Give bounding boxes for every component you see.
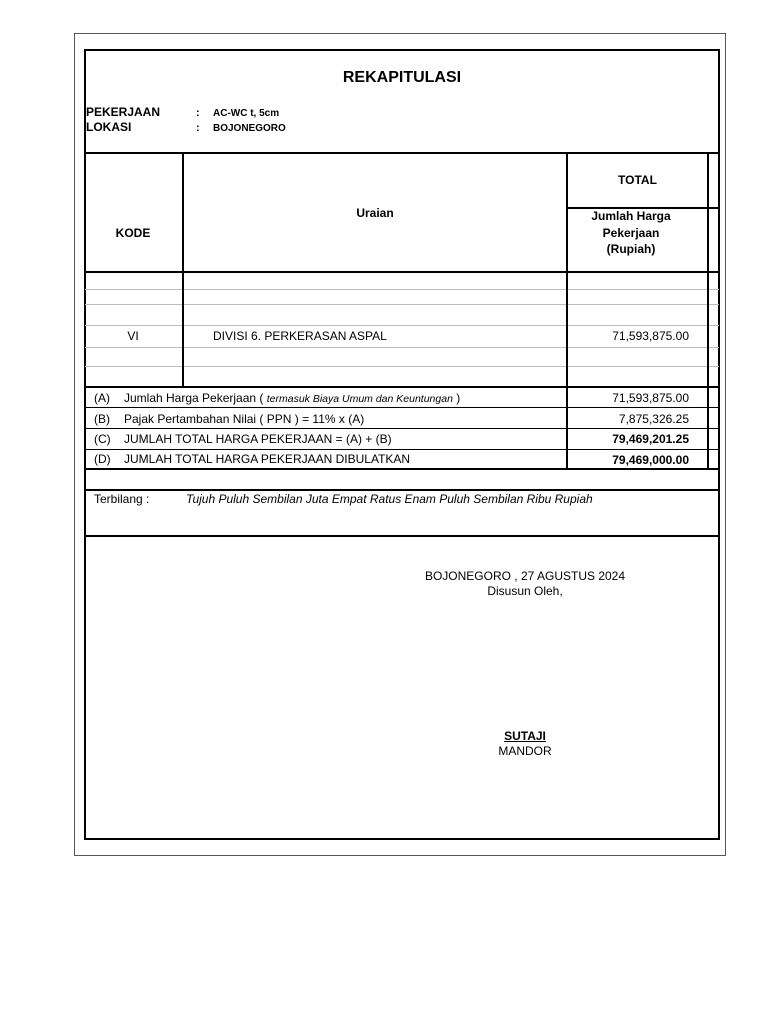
table-row-jumlah: 71,593,875.00 [612, 329, 689, 343]
summary-row-line [85, 449, 719, 450]
signer-name: SUTAJI [504, 729, 546, 743]
jumlah-header-line1: Jumlah Harga [591, 209, 671, 223]
document-title: REKAPITULASI [342, 69, 462, 86]
summary-b-code: (B) [94, 412, 110, 426]
summary-row-line [85, 428, 719, 429]
prepared-by: Disusun Oleh, [487, 584, 563, 598]
summary-row-line [85, 407, 719, 408]
terbilang-top-border [84, 489, 720, 491]
summary-c-value: 79,469,201.25 [612, 432, 689, 446]
summary-d-label: JUMLAH TOTAL HARGA PEKERJAAN DIBULATKAN [124, 452, 411, 466]
empty-row-line [85, 325, 719, 326]
signer-role: MANDOR [498, 744, 552, 758]
lokasi-value: BOJONEGORO [213, 123, 286, 134]
summary-a-value: 71,593,875.00 [612, 391, 689, 405]
terbilang-value: Tujuh Puluh Sembilan Juta Empat Ratus Enam Puluh Sembilan Ribu Rupiah [186, 492, 593, 506]
total-header: TOTAL [618, 173, 657, 187]
empty-row-line [85, 366, 719, 367]
terbilang-bottom-border [84, 535, 720, 537]
terbilang-label: Terbilang : [94, 492, 150, 506]
pekerjaan-value: AC-WC t, 5cm [213, 108, 280, 119]
jumlah-header-line2: Pekerjaan [602, 226, 660, 240]
uraian-header: Uraian [356, 206, 394, 220]
table-top-border [84, 152, 720, 154]
right-narrow-column-divider [707, 152, 709, 470]
pekerjaan-separator: : [196, 107, 200, 119]
empty-row-line [85, 289, 719, 290]
summary-d-value: 79,469,000.00 [612, 453, 689, 467]
empty-row-line [85, 304, 719, 305]
summary-c-label: JUMLAH TOTAL HARGA PEKERJAAN = (A) + (B) [124, 432, 392, 446]
summary-b-label: Pajak Pertambahan Nilai ( PPN ) = 11% x (A) [124, 412, 365, 426]
table-row-uraian: DIVISI 6. PERKERASAN ASPAL [213, 329, 387, 343]
summary-a-code: (A) [94, 391, 110, 405]
summary-a-label: Jumlah Harga Pekerjaan ( termasuk Biaya Umum dan Keuntungan ) [124, 391, 461, 405]
kode-header: KODE [115, 226, 151, 240]
lokasi-separator: : [196, 122, 200, 134]
kode-column-divider [182, 152, 184, 386]
summary-d-code: (D) [94, 452, 111, 466]
jumlah-header-line3: (Rupiah) [606, 242, 656, 256]
table-header-bottom-border [84, 271, 720, 273]
summary-c-code: (C) [94, 432, 111, 446]
place-date: BOJONEGORO , 27 AGUSTUS 2024 [424, 569, 626, 583]
pekerjaan-label: PEKERJAAN [86, 105, 161, 119]
summary-b-value: 7,875,326.25 [618, 412, 689, 426]
items-bottom-border [84, 386, 720, 388]
lokasi-label: LOKASI [86, 120, 132, 134]
summary-bottom-border [84, 468, 720, 470]
table-row-kode: VI [127, 329, 139, 343]
empty-row-line [85, 347, 719, 348]
